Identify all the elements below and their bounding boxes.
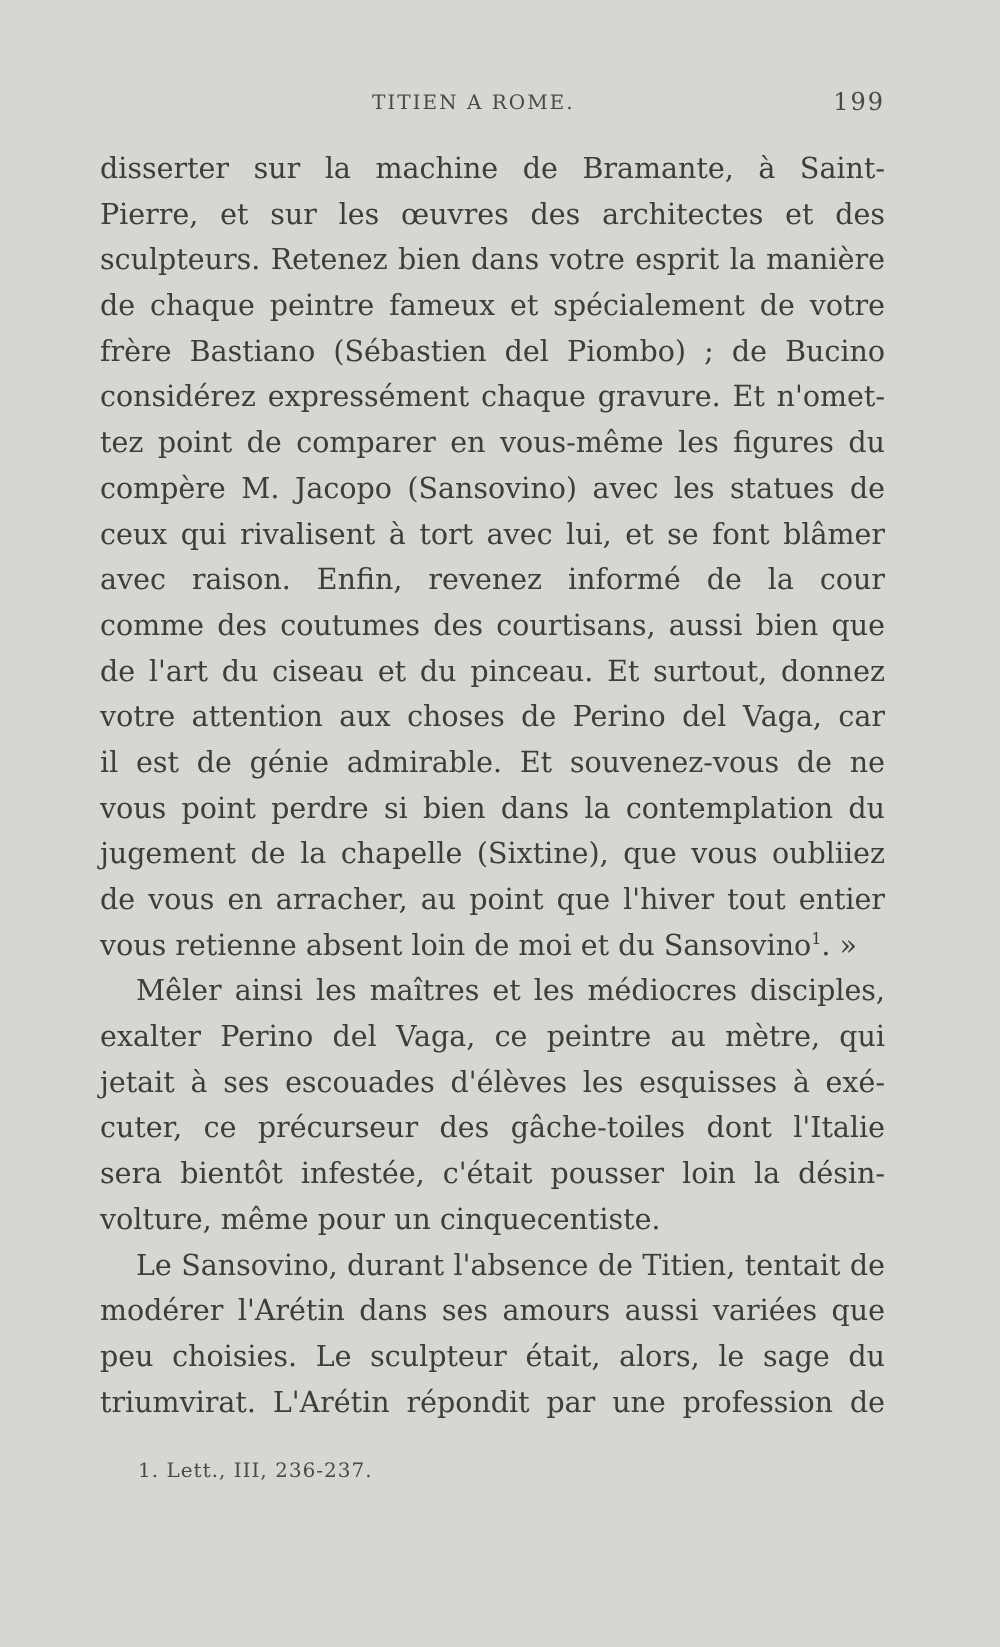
running-title: TITIEN A ROME. (372, 90, 575, 114)
text-line: jugement de la chapelle (Sixtine), que vous oubliiez (100, 837, 885, 871)
text-line: ceux qui rivalisent à tort avec lui, et se font blâmer (100, 517, 885, 551)
text-line: peu choisies. Le sculpteur était, alors, le sage du (100, 1339, 885, 1373)
body-text (100, 146, 885, 1425)
paragraph-start: Mêler ainsi les maîtres et les médiocres disciples, (136, 974, 885, 1008)
paragraph-end: volture, même pour un cinquecentiste. (100, 1202, 661, 1236)
text-line: sculpteurs. Retenez bien dans votre esprit la manière (100, 243, 885, 277)
text-line: cuter, ce précurseur des gâche-toiles dont l'Italie (100, 1111, 885, 1145)
text-line: de vous en arracher, au point que l'hiver tout entier (100, 883, 885, 916)
quote-close: . » (821, 928, 857, 962)
text-line: jetait à ses escouades d'élèves les esquisses à exé- (100, 1065, 885, 1099)
text-line: compère M. Jacopo (Sansovino) avec les statues de (100, 471, 885, 505)
text-line: votre attention aux choses de Perino del Vaga, car (100, 700, 885, 734)
text-line: de l'art du ciseau et du pinceau. Et surtout, donnez (100, 654, 885, 688)
text-line: tez point de comparer en vous-même les figures du (100, 426, 885, 460)
text-line: Pierre, et sur les œuvres des architectes et des (100, 197, 885, 231)
text-line-quote-end (100, 923, 885, 969)
text-line: vous point perdre si bien dans la contemplation du (100, 791, 885, 825)
footnote-reference: 1 (811, 928, 822, 948)
text-line: il est de génie admirable. Et souvenez-vous de ne (100, 745, 885, 779)
text-line: de chaque peintre fameux et spécialement de votre (100, 289, 885, 323)
text-line: disserter sur la machine de Bramante, à Saint- (100, 152, 885, 185)
text-line: avec raison. Enfin, revenez informé de la cour (100, 563, 885, 597)
text-line: modérer l'Arétin dans ses amours aussi variées que (100, 1294, 885, 1328)
text-line: considérez expressément chaque gravure. Et n'omet- (100, 380, 885, 414)
paragraph-start: Le Sansovino, durant l'absence de Titien, tentait de (136, 1248, 885, 1282)
page-number: 199 (833, 88, 885, 116)
text-line: triumvirat. L'Arétin répondit par une profession de (100, 1385, 885, 1419)
page-header (100, 90, 885, 130)
quote-end-text: vous retienne absent loin de moi et du Sansovino (100, 928, 812, 962)
text-line: comme des coutumes des courtisans, aussi bien que (100, 608, 885, 642)
text-line: exalter Perino del Vaga, ce peintre au mètre, qui (100, 1020, 885, 1054)
text-line: sera bientôt infestée, c'était pousser loin la désin- (100, 1157, 885, 1191)
footnote: 1. Lett., III, 236-237. (138, 1458, 373, 1482)
text-line: frère Bastiano (Sébastien del Piombo) ; de Bucino (100, 334, 885, 368)
